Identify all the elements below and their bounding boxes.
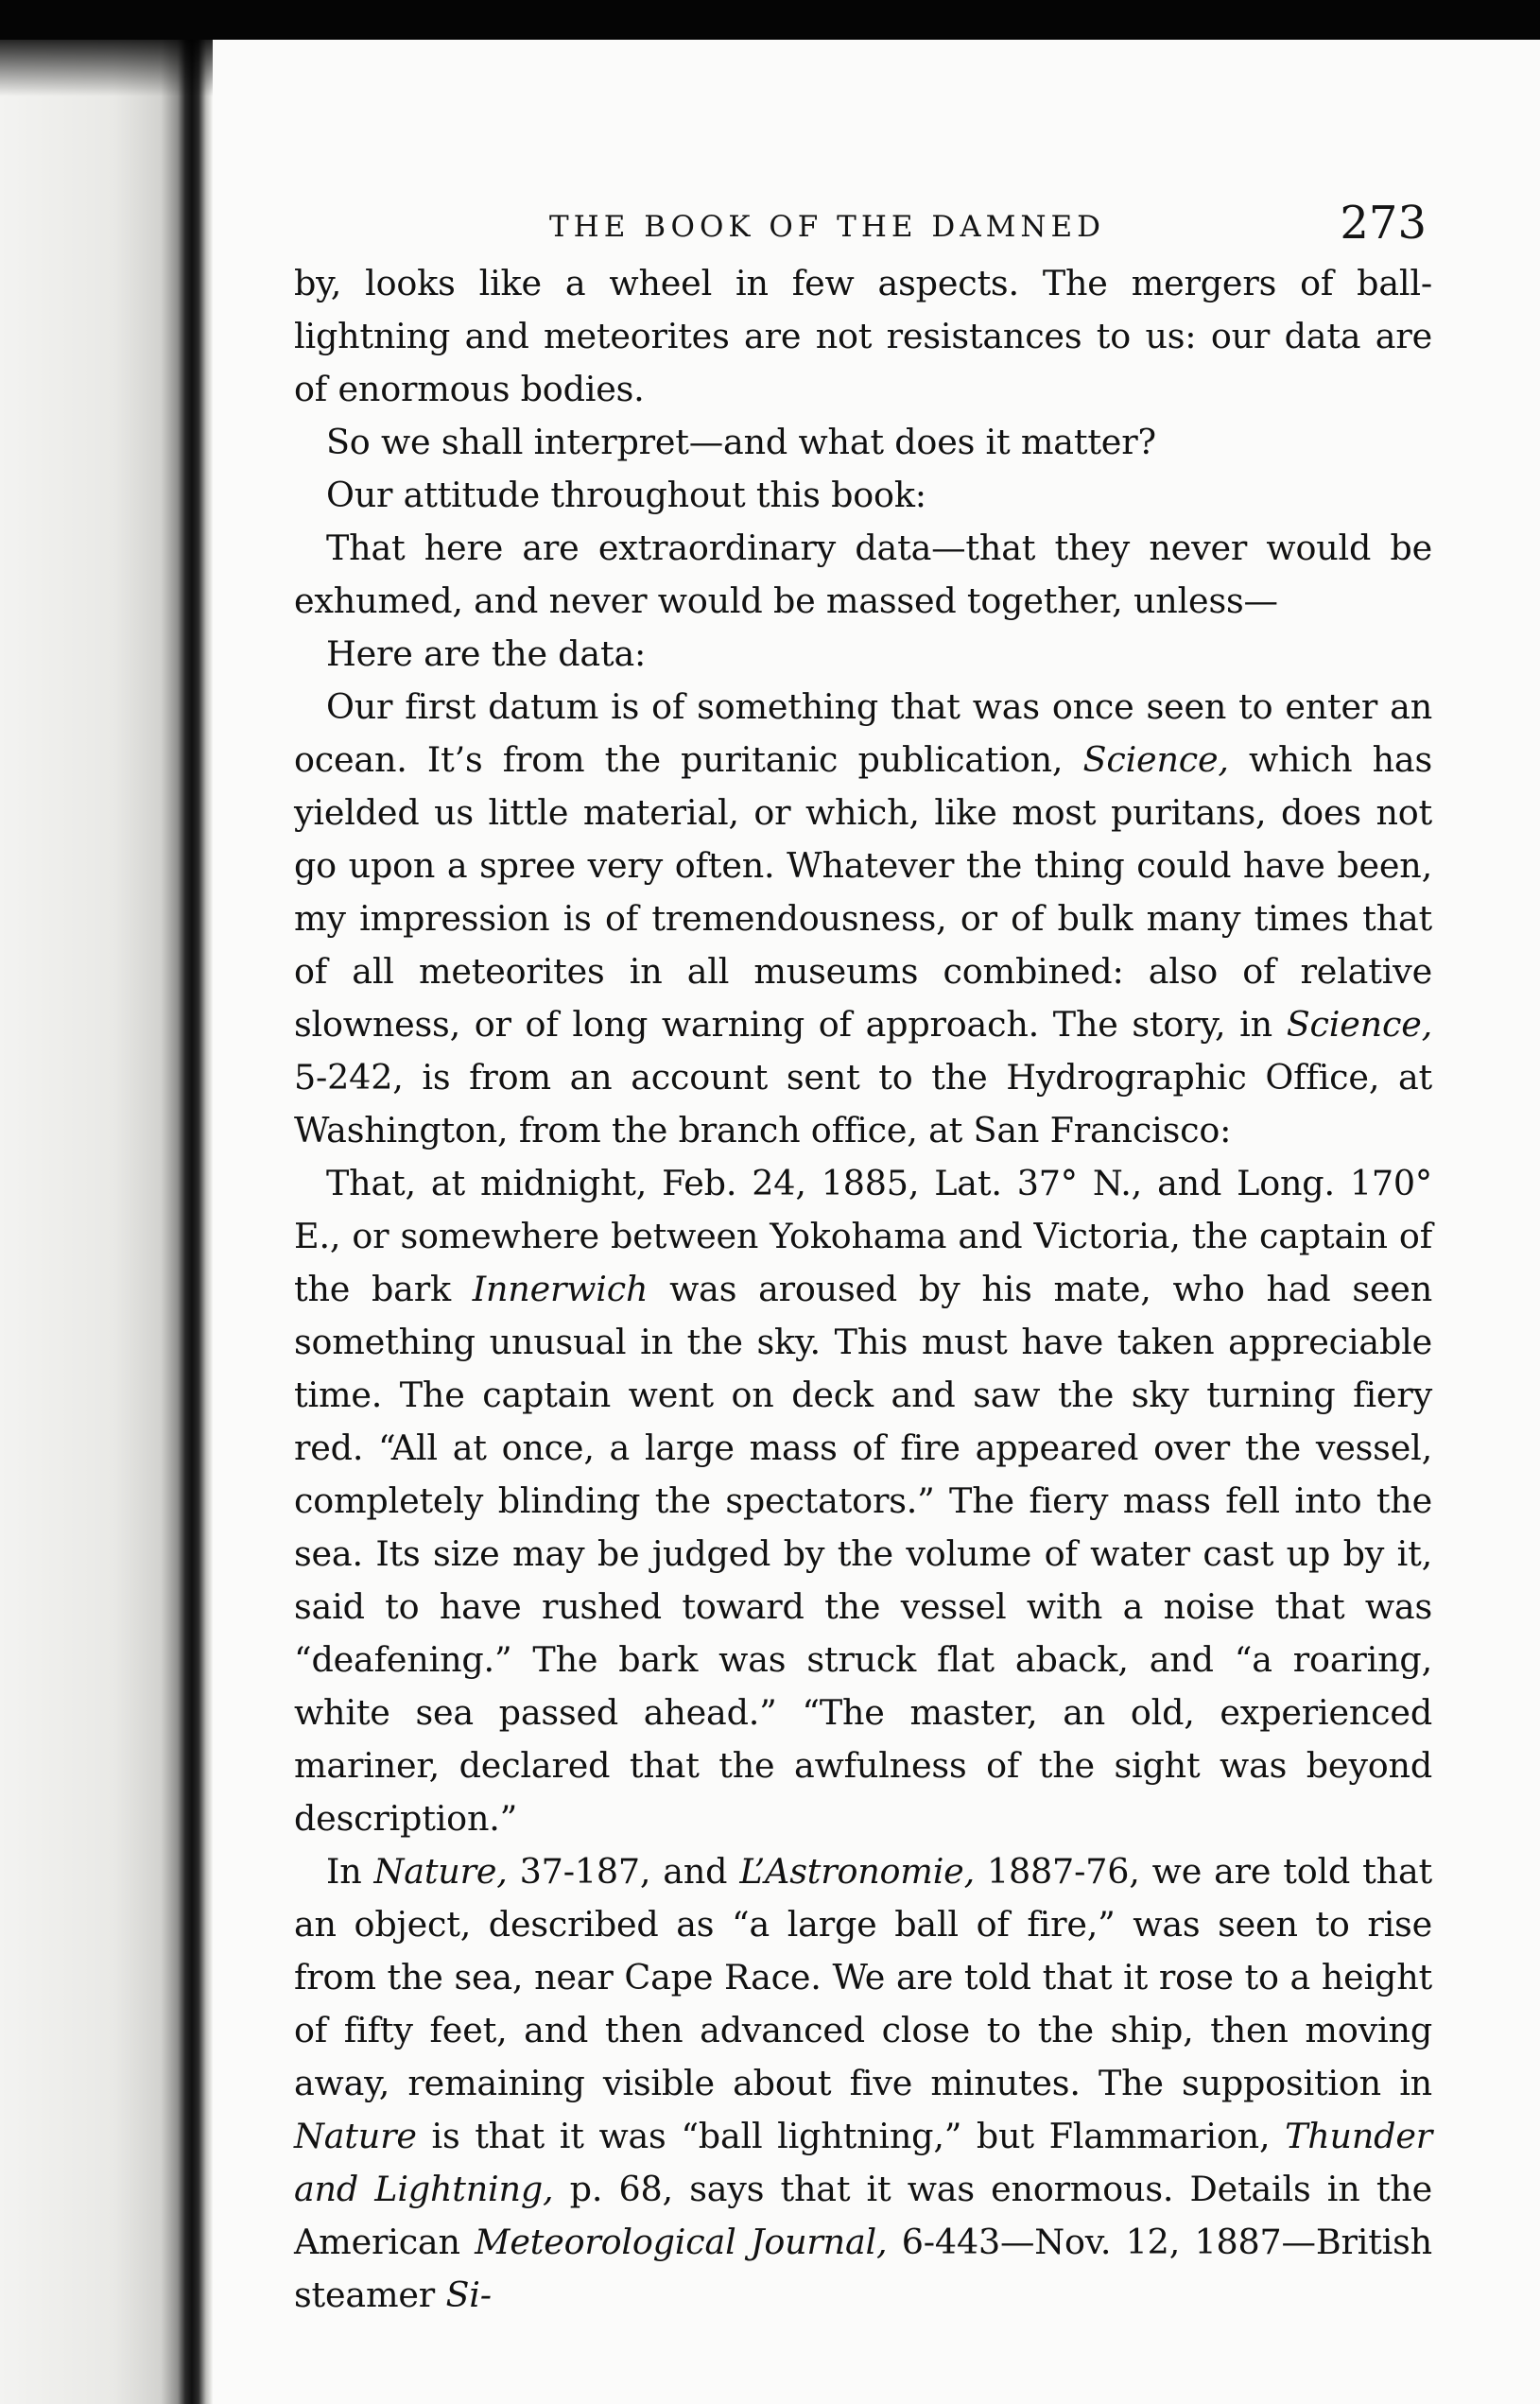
text-run: which has yielded us little material, or which, like most puritans, does not go upon a spree very often. Whatever the thing could have been, my impression is of tremendousness, or of bulk many times that of all meteorites in all museums combined: also of relative slowness, or of long warning of approach. The story, in	[294, 739, 1432, 1045]
italic-title-astronomie: L’Astronomie,	[739, 1851, 975, 1892]
text-run: was aroused by his mate, who had seen something unusual in the sky. This must have taken appreciable time. The captain went on deck and saw the sky turning fiery red. “All at once, a large mass of fire appeared over the vessel, completely blinding the spectators.” The fiery mass fell into the sea. Its size may be judged by the volume of water cast up by it, said to have rushed toward the vessel with a noise that was “deafening.” The bark was struck flat aback, and “a roaring, white sea passed ahead.” “The master, an old, experienced mariner, declared that the awfulness of the sight was beyond description.”	[294, 1269, 1433, 1839]
text-run: Our first datum is of something that was once seen to enter an ocean. It’s from the puritanic publication,	[294, 686, 1432, 780]
paragraph-5: Here are the data:	[326, 633, 647, 674]
italic-ship-name: Innerwich	[472, 1269, 649, 1309]
running-head: THE BOOK OF THE DAMNED	[549, 210, 1105, 244]
italic-ship-name-fragment: Si-	[445, 2274, 492, 2315]
text-run: 6-443—Nov. 12, 1887—British steamer	[294, 2222, 1432, 2315]
italic-title-science: Science,	[1286, 1004, 1432, 1045]
italic-title-science: Science,	[1082, 739, 1229, 780]
text-run: 37-187, and	[507, 1851, 740, 1892]
text-run: That, at midnight, Feb. 24, 1885, Lat. 37° N., and Long. 170° E., or somewhere between Yokohama and Victoria, the captain of the bark	[294, 1163, 1432, 1309]
page-number: 273	[1340, 197, 1427, 250]
scan-top-border	[0, 0, 1540, 40]
book-gutter-shadow	[0, 40, 213, 2404]
italic-title-thunder-lightning: Thunder and Lightning,	[294, 2116, 1432, 2209]
paragraph-6	[294, 681, 1432, 1157]
italic-title-meteorological-journal: Meteorological Journal,	[475, 2222, 888, 2262]
paragraph-7	[294, 1157, 1432, 1845]
gutter-corner-shadow	[0, 40, 213, 96]
paragraph-2: So we shall interpret—and what does it matter?	[326, 422, 1156, 462]
text-run: p. 68, says that it was enormous. Details in the American	[294, 2169, 1432, 2262]
text-run: 5-242, is from an account sent to the Hydrographic Office, at Washington, from the branch office, at San Francisco:	[294, 1057, 1432, 1150]
text-run: 1887-76, we are told that an object, described as “a large ball of fire,” was seen to rise from the sea, near Cape Race. We are told that it rose to a height of fifty feet, and then advanced close to the ship, then moving away, remaining visible about five minutes. The supposition in	[294, 1851, 1432, 2103]
text-run: is that it was “ball lightning,” but Flammarion,	[416, 2116, 1286, 2156]
page-header	[294, 189, 1432, 255]
paragraph-4: That here are extraordinary data—that they never would be exhumed, and never would be massed together, unless—	[294, 527, 1432, 621]
paragraph-8	[294, 1845, 1432, 2322]
italic-title-nature: Nature,	[373, 1851, 508, 1892]
paragraph-1: by, looks like a wheel in few aspects. The mergers of ball-lightning and meteorites are not resistances to us: our data are of enormous bodies.	[294, 263, 1432, 409]
body-text	[294, 257, 1432, 2322]
paragraph-3: Our attitude throughout this book:	[326, 475, 926, 515]
italic-title-nature: Nature	[294, 2116, 417, 2156]
text-run: In	[326, 1851, 374, 1892]
